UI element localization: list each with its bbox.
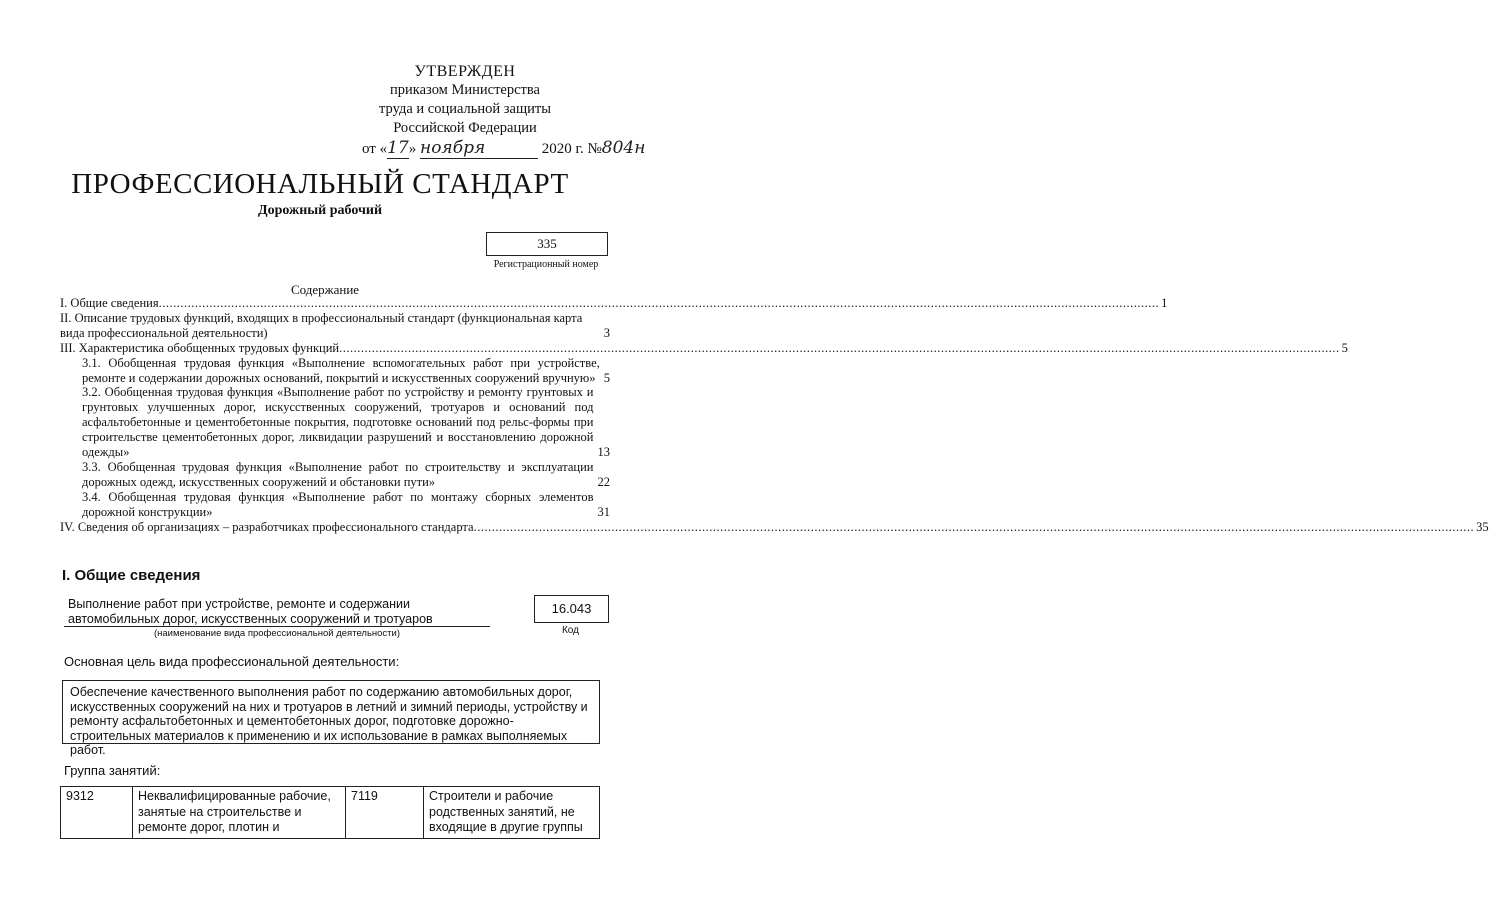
toc-item[interactable] <box>82 356 610 386</box>
table-cell-name: Строители и рабочие родственных занятий, не входящие в другие группы <box>424 787 600 839</box>
approval-block <box>300 62 630 138</box>
activity-kind-caption: (наименование вида профессиональной деятельности) <box>153 628 401 639</box>
toc-page: 5 <box>603 370 610 385</box>
page-subtitle: Дорожный рабочий <box>257 203 383 218</box>
section-heading: I. Общие сведения <box>62 567 201 584</box>
toc-item[interactable] <box>82 385 610 460</box>
approval-line: труда и социальной защиты <box>379 101 551 117</box>
toc-item[interactable] <box>60 519 1489 535</box>
handwritten-day: 17 <box>387 138 409 158</box>
handwritten-order-number: 804н <box>601 138 646 158</box>
toc-leader <box>474 520 1475 535</box>
toc-leader <box>159 296 1160 311</box>
toc-page: 1 <box>1161 296 1168 310</box>
toc-item-text: 3.3. Обобщенная трудовая функция «Выполнение работ по строительству и эксплуатации дорожных одежд, искусственных сооружений и обстановки пути» <box>82 459 594 489</box>
toc-item-text: III. Характеристика обобщенных трудовых функций <box>60 340 340 355</box>
approval-line: Российской Федерации <box>393 120 537 136</box>
toc-item-text: II. Описание трудовых функций, входящих в профессиональный стандарт (функциональная карта вида профессиональной деятельности) <box>60 310 583 340</box>
handwritten-month: ноября <box>420 138 538 159</box>
date-year: 2020 г. № <box>541 141 602 157</box>
toc-item-text: 3.2. Обобщенная трудовая функция «Выполнение работ по устройству и ремонту грунтовых и грунтовых улучшенных дорог, искусственных сооружений, тротуаров и оснований под асфальтобетонные и цементобетонные покрытия, подготовке оснований под рельс-формы при строительстве цементобетонных дорог, ликвидации разрушений и восстановлению дорожной одежды» <box>82 385 594 460</box>
toc-item[interactable] <box>60 296 1168 311</box>
table-cell-code: 9312 <box>61 787 133 839</box>
toc-item-text: I. Общие сведения <box>60 296 159 310</box>
table-row <box>61 787 600 839</box>
toc-title: Содержание <box>290 282 360 297</box>
activity-kind-text: Выполнение работ при устройстве, ремонте и содержании автомобильных дорог, искусственных сооружений и тротуаров <box>68 597 433 626</box>
registration-label: Регистрационный номер <box>493 259 599 270</box>
goal-text-box: Обеспечение качественного выполнения работ по содержанию автомобильных дорог, искусственных сооружений на них и тротуаров в летний и зимний периоды, устройству и ремонту асфальтобетонных и цементобетонных дорог, подготовке дорожно-строительных материалов к применению и их использование в рамках выполняемых работ. <box>62 680 600 744</box>
toc-page: 13 <box>597 445 610 460</box>
approval-line: приказом Министерства <box>390 82 540 98</box>
table-of-contents <box>60 296 1489 535</box>
toc-leader <box>339 341 1340 356</box>
occupation-group-table <box>60 786 600 839</box>
toc-page: 5 <box>1341 340 1348 355</box>
activity-code-box: 16.043 <box>534 595 609 623</box>
registration-number-box: 335 <box>486 232 608 256</box>
toc-page: 35 <box>1476 519 1489 534</box>
toc-page: 3 <box>603 325 610 340</box>
toc-item-text: 3.4. Обобщенная трудовая функция «Выполнение работ по монтажу сборных элементов дорожной конструкции» <box>82 489 594 519</box>
date-mid: » <box>408 141 417 157</box>
table-cell-code: 7119 <box>346 787 424 839</box>
toc-page: 22 <box>597 474 610 489</box>
date-prefix: от « <box>362 141 388 157</box>
toc-item[interactable] <box>82 460 610 490</box>
order-date-line <box>362 138 645 159</box>
activity-code-label: Код <box>561 625 579 636</box>
approved-label: УТВЕРЖДЕН <box>414 63 516 80</box>
toc-item-text: 3.1. Обобщенная трудовая функция «Выполнение вспомогательных работ при устройстве, ремонте и содержании дорожных оснований, покрытий и искусственных сооружений вручную» <box>82 355 600 385</box>
toc-page: 31 <box>597 504 610 519</box>
page-title: ПРОФЕССИОНАЛЬНЫЙ СТАНДАРТ <box>71 168 569 200</box>
toc-item[interactable] <box>82 490 610 520</box>
goal-label: Основная цель вида профессиональной деятельности: <box>64 654 400 669</box>
toc-item-text: IV. Сведения об организациях – разработчиках профессионального стандарта <box>60 519 474 534</box>
toc-item[interactable] <box>60 340 1348 356</box>
table-cell-name: Неквалифицированные рабочие, занятые на строительстве и ремонте дорог, плотин и <box>133 787 346 839</box>
activity-kind-underline <box>64 626 490 627</box>
toc-item[interactable] <box>60 311 610 341</box>
occupation-group-label: Группа занятий: <box>64 763 161 778</box>
